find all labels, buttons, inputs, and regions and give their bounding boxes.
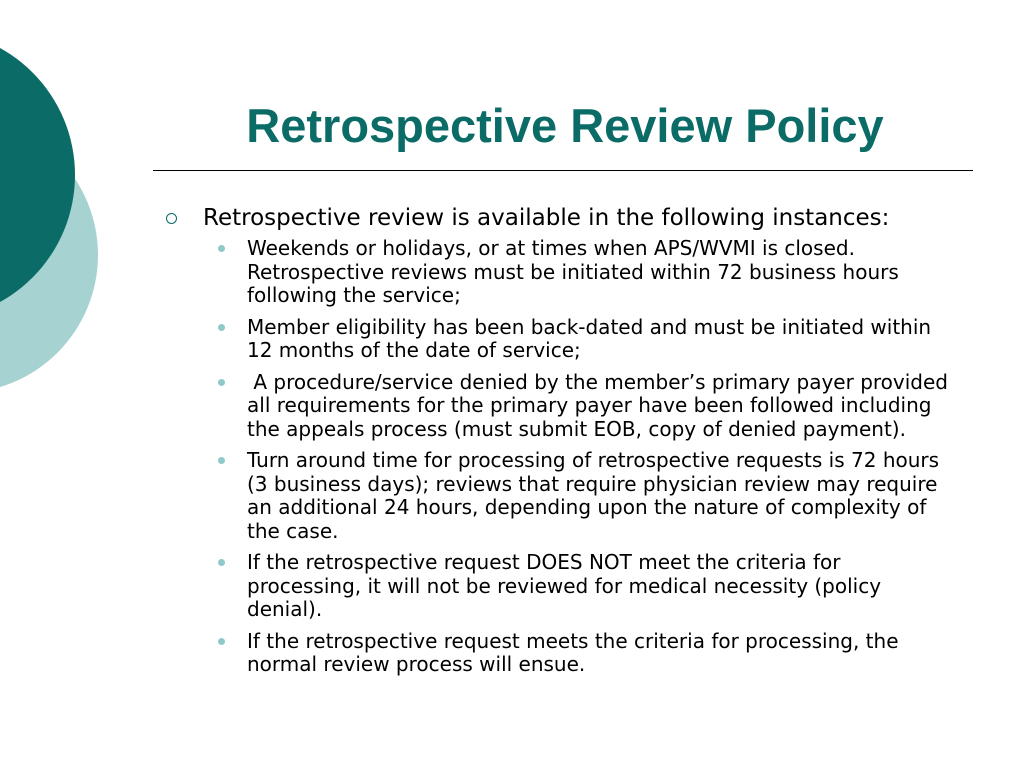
dot-bullet-icon bbox=[218, 324, 225, 331]
sub-bullet-text: Weekends or holidays, or at times when APS/WVMI is closed. Retrospective reviews must be initiated within 72 business hours following the service; bbox=[247, 236, 906, 307]
sub-bullet-item bbox=[163, 316, 963, 363]
title-divider bbox=[153, 170, 973, 171]
dot-bullet-icon bbox=[218, 559, 225, 566]
sub-bullet-text: If the retrospective request DOES NOT meet the criteria for processing, it will not be reviewed for medical necessity (policy denial). bbox=[247, 550, 888, 621]
decorative-circles bbox=[0, 0, 140, 420]
dot-bullet-icon bbox=[218, 638, 225, 645]
sub-bullet-item bbox=[163, 449, 963, 543]
sub-bullet-text: If the retrospective request meets the criteria for processing, the normal review process will ensue. bbox=[247, 628, 905, 676]
sub-bullet-text: A procedure/service denied by the member’s primary payer provided all requirements for the primary payer have been followed including the appeals process (must submit EOB, copy of denied payment). bbox=[247, 369, 955, 441]
slide-title: Retrospective Review Policy bbox=[246, 99, 884, 152]
dot-bullet-icon bbox=[218, 379, 225, 386]
sub-bullet-text: Turn around time for processing of retrospective requests is 72 hours (3 business days); reviews that require physician review may require an additional 24 hours, depending upon the nature of complexity of the case. bbox=[247, 448, 946, 543]
sub-bullet-item bbox=[163, 630, 963, 677]
sub-bullet-list bbox=[163, 237, 963, 677]
dot-bullet-icon bbox=[218, 457, 225, 464]
sub-bullet-item bbox=[163, 371, 963, 442]
sub-bullet-item bbox=[163, 237, 963, 308]
main-bullet bbox=[163, 206, 963, 231]
main-bullet-text: Retrospective review is available in the following instances: bbox=[203, 205, 890, 231]
sub-bullet-text: Member eligibility has been back-dated and must be initiated within 12 months of the date of service; bbox=[247, 314, 938, 362]
dot-bullet-icon bbox=[218, 245, 225, 252]
slide-body bbox=[163, 206, 963, 685]
hollow-circle-bullet-icon bbox=[166, 213, 177, 224]
sub-bullet-item bbox=[163, 551, 963, 622]
